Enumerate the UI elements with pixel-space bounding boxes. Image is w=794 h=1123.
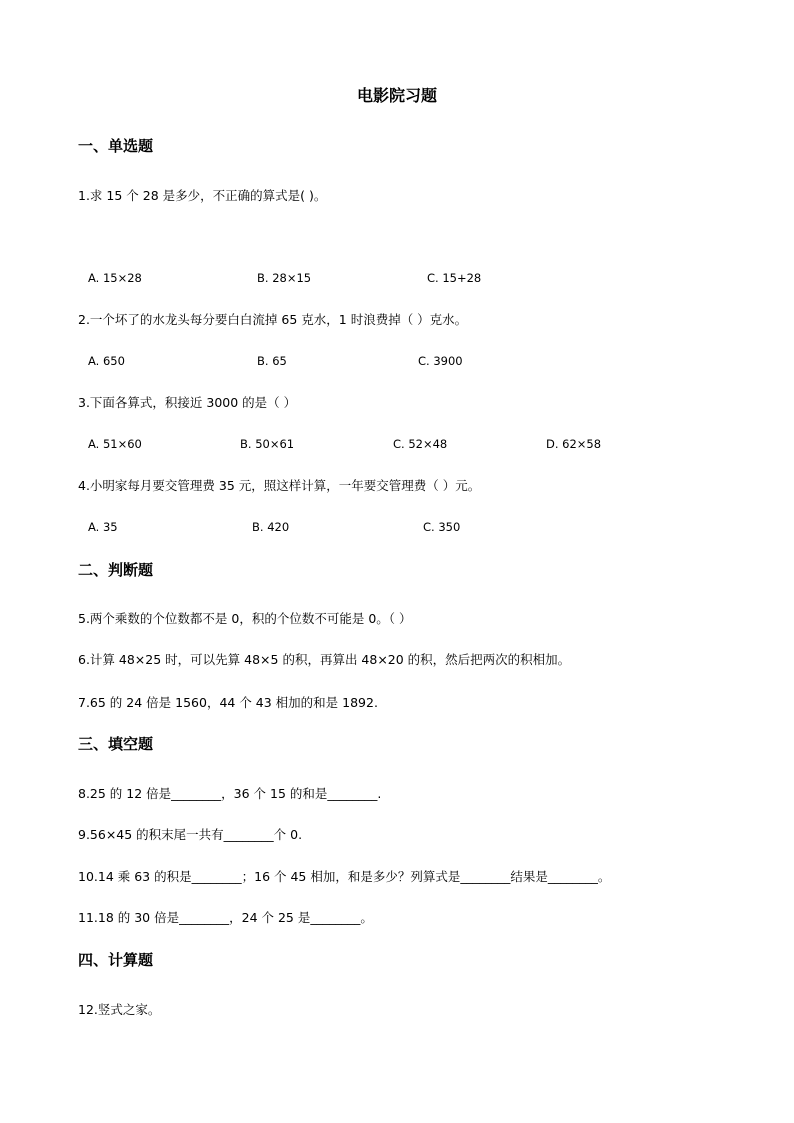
question-1-option-a: A. 15×28 [88,271,142,285]
question-9: 9.56×45 的积末尾一共有________个 0. [78,827,303,842]
question-2-option-a: A. 650 [88,354,125,368]
question-4-option-a: A. 35 [88,520,118,534]
question-6: 6.计算 48×25 时，可以先算 48×5 的积，再算出 48×20 的积，然后把两次的积相加。 [78,652,571,667]
question-2-option-c: C. 3900 [418,354,463,368]
question-3-option-d: D. 62×58 [546,437,602,451]
question-8: 8.25 的 12 倍是________，36 个 15 的和是________. [78,786,382,801]
section-heading-single-choice: 一、单选题 [78,137,154,155]
question-3: 3.下面各算式，积接近 3000 的是（ ） [78,395,297,410]
question-3-option-c: C. 52×48 [393,437,448,451]
question-5: 5.两个乘数的个位数都不是 0，积的个位数不可能是 0。（ ） [78,611,412,626]
section-heading-judgment: 二、判断题 [78,561,154,579]
question-2-option-b: B. 65 [257,354,287,368]
question-12: 12.竖式之家。 [78,1002,161,1017]
question-1: 1.求 15 个 28 是多少，不正确的算式是( )。 [78,188,327,203]
question-1-option-b: B. 28×15 [257,271,312,285]
section-heading-fill-blank: 三、填空题 [78,735,154,753]
question-4-option-c: C. 350 [423,520,461,534]
question-3-option-b: B. 50×61 [240,437,295,451]
question-4-option-b: B. 420 [252,520,290,534]
question-1-option-c: C. 15+28 [427,271,482,285]
question-10: 10.14 乘 63 的积是________；16 个 45 相加，和是多少？列算式是________结果是________。 [78,869,611,884]
page-title: 电影院习题 [356,86,437,105]
question-2: 2.一个坏了的水龙头每分要白白流掉 65 克水，1 时浪费掉（ ）克水。 [78,312,468,327]
question-11: 11.18 的 30 倍是________，24 个 25 是________。 [78,910,373,925]
question-3-option-a: A. 51×60 [88,437,142,451]
question-4: 4.小明家每月要交管理费 35 元，照这样计算，一年要交管理费（ ）元。 [78,478,481,493]
section-heading-calculation: 四、计算题 [78,951,154,969]
question-7: 7.65 的 24 倍是 1560，44 个 43 相加的和是 1892. [78,695,378,710]
